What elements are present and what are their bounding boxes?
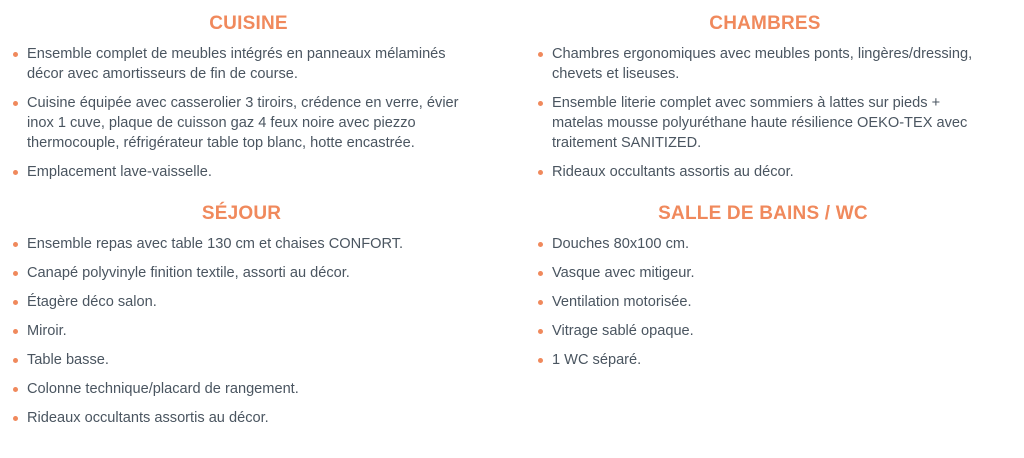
bullet-dot-icon [13, 358, 18, 363]
list-item [13, 162, 484, 182]
list-item-text: Canapé polyvinyle finition textile, assorti au décor. [27, 265, 350, 281]
bullet-list-salle-de-bains-wc [538, 234, 992, 370]
section-sejour [13, 202, 484, 428]
list-item [13, 292, 484, 312]
list-item-text: Vitrage sablé opaque. [552, 323, 694, 339]
list-item-text: Ensemble complet de meubles intégrés en panneaux mélaminés décor avec amortisseurs de fin de course. [27, 46, 446, 82]
list-item-text: Chambres ergonomiques avec meubles ponts, lingères/dressing, chevets et liseuses. [552, 46, 973, 82]
bullet-dot-icon [538, 300, 543, 305]
list-item [13, 379, 484, 399]
bullet-dot-icon [538, 52, 543, 57]
bullet-dot-icon [538, 242, 543, 247]
bullet-dot-icon [13, 52, 18, 57]
right-column [512, 0, 1024, 370]
list-item [13, 234, 484, 254]
list-item [538, 162, 992, 182]
list-item-text: Ventilation motorisée. [552, 294, 692, 310]
section-title-sejour: SÉJOUR [201, 203, 282, 224]
list-item-text: Rideaux occultants assortis au décor. [27, 410, 269, 426]
bullet-list-chambres [538, 44, 992, 182]
list-item-text: Douches 80x100 cm. [552, 236, 690, 252]
list-item-text: Miroir. [27, 323, 67, 339]
bullet-dot-icon [13, 170, 18, 175]
bullet-list-sejour [13, 234, 484, 428]
list-item [538, 292, 992, 312]
bullet-dot-icon [538, 170, 543, 175]
list-item [538, 93, 992, 153]
bullet-dot-icon [13, 101, 18, 106]
list-item-text: Ensemble literie complet avec sommiers à lattes sur pieds + matelas mousse polyuréthane haute résilience OEKO-TEX avec traitement SANITIZED. [552, 95, 968, 151]
list-item [538, 263, 992, 283]
list-item-text: Emplacement lave-vaisselle. [27, 164, 212, 180]
bullet-dot-icon [538, 358, 543, 363]
bullet-dot-icon [13, 416, 18, 421]
list-item-text: Cuisine équipée avec casserolier 3 tiroirs, crédence en verre, évier inox 1 cuve, plaque de cuisson gaz 4 feux noire avec piezzo thermocouple, réfrigérateur table top blanc, hotte encastrée. [27, 95, 459, 151]
bullet-list-cuisine [13, 44, 484, 182]
list-item [538, 321, 992, 341]
section-title-salle-de-bains-wc: SALLE DE BAINS / WC [658, 203, 868, 224]
bullet-dot-icon [13, 242, 18, 247]
section-title-cuisine: CUISINE [209, 13, 288, 34]
list-item [13, 93, 484, 153]
left-column [0, 0, 512, 428]
list-item-text: Table basse. [27, 352, 109, 368]
list-item-text: Rideaux occultants assortis au décor. [552, 164, 794, 180]
list-item [538, 234, 992, 254]
bullet-dot-icon [13, 271, 18, 276]
list-item-text: Ensemble repas avec table 130 cm et chaises CONFORT. [27, 236, 404, 252]
list-item [13, 263, 484, 283]
list-item [538, 44, 992, 84]
list-item-text: 1 WC séparé. [552, 352, 642, 368]
section-salle-de-bains-wc [538, 202, 992, 370]
list-item-text: Colonne technique/placard de rangement. [27, 381, 299, 397]
section-cuisine [13, 12, 484, 182]
section-title-chambres: CHAMBRES [709, 13, 821, 34]
section-chambres [538, 12, 992, 182]
list-item [13, 44, 484, 84]
bullet-dot-icon [538, 101, 543, 106]
list-item [13, 408, 484, 428]
list-item [538, 350, 992, 370]
bullet-dot-icon [13, 387, 18, 392]
bullet-dot-icon [13, 329, 18, 334]
bullet-dot-icon [13, 300, 18, 305]
bullet-dot-icon [538, 271, 543, 276]
list-item [13, 321, 484, 341]
list-item-text: Étagère déco salon. [27, 294, 157, 310]
list-item-text: Vasque avec mitigeur. [552, 265, 695, 281]
bullet-dot-icon [538, 329, 543, 334]
list-item [13, 350, 484, 370]
